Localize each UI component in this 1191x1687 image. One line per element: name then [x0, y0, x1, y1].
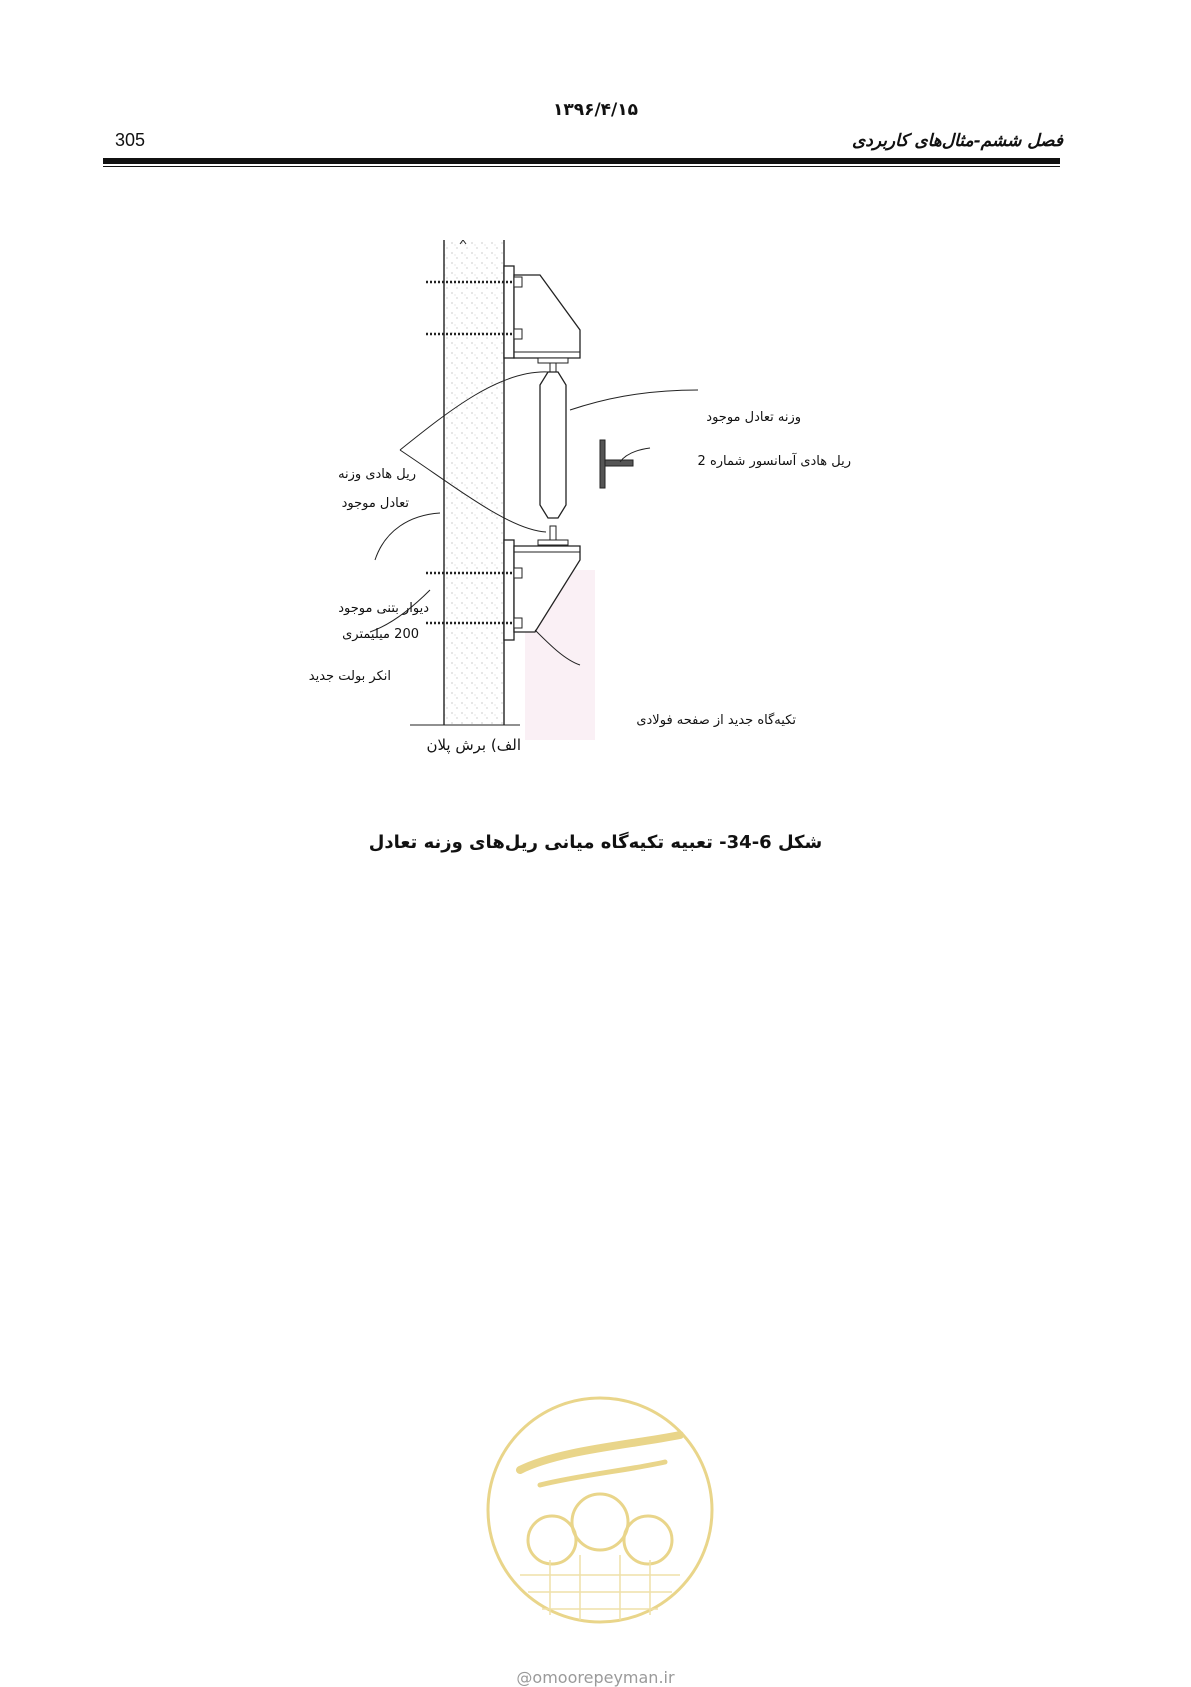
header-rule-thin [103, 166, 1060, 167]
page-number: 305 [115, 130, 146, 150]
label-section: الف) برش پلان [426, 736, 521, 754]
elevator-guide-rail [600, 440, 633, 488]
label-new-support: تکیه‌گاه جدید از صفحه فولادی [636, 713, 796, 728]
watermark-url: @omoorepeyman.ir [516, 1668, 675, 1687]
label-wall-line2: 200 میلیمتری [342, 627, 419, 642]
label-cw-rail-line1: ریل هادی وزنه [338, 467, 416, 482]
counterweight [540, 372, 566, 518]
header-rule-thick [103, 158, 1060, 164]
lower-rail-clip [538, 526, 568, 545]
figure-caption: شکل 6-34- تعبیه تکیه‌گاه میانی ریل‌های وزنه تعادل [368, 832, 823, 853]
label-cw-rail-line2: تعادل موجود [341, 496, 409, 511]
watermark-logo [480, 1390, 720, 1630]
label-anchor-bolt: انکر بولت جدید [308, 669, 391, 684]
label-wall-line1: دیوار بتنی موجود [338, 601, 429, 616]
leader-wall [375, 513, 440, 560]
header-date: ۱۳۹۶/۴/۱۵ [552, 100, 639, 120]
leader-counterweight [570, 390, 698, 410]
chapter-title: فصل ششم-مثال‌های کاربردی [851, 131, 1063, 151]
label-counterweight: وزنه تعادل موجود [706, 410, 801, 425]
label-elevator-rail: ریل هادی آسانسور شماره 2 [697, 454, 851, 469]
